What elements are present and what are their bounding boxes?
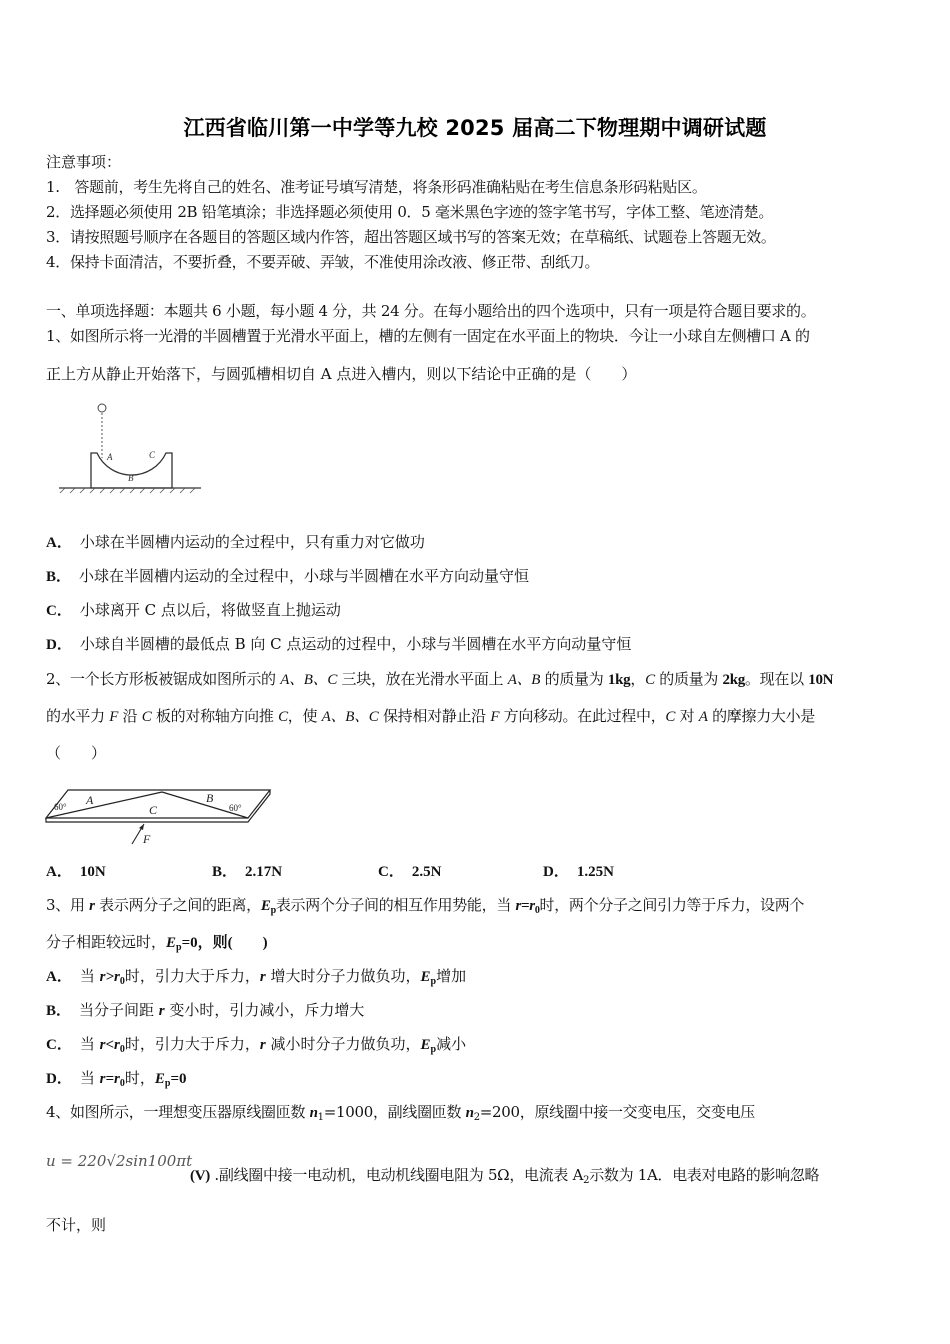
q2-option-d[interactable]: D． 1.25N — [543, 864, 614, 880]
q1-stem-text: 如图所示将一光滑的半圆槽置于光滑水平面上，槽的左侧有一固定在水平面上的物块．今让一小球自左侧槽口 A 的 — [69, 327, 810, 345]
page-title: 江西省临川第一中学等九校 2025 届高二下物理期中调研试题 — [183, 116, 767, 140]
q2-option-b[interactable]: B． 2.17N — [212, 864, 283, 880]
q3-stem-line1: 3、用 r 表示两分子之间的距离，$E_p$表示两个分子间的相互作用势能，当 $r=r_0$时，两个分子之间引力等于斥力，设两个 — [46, 896, 805, 916]
svg-text:60°: 60° — [54, 802, 67, 812]
label-A: A — [107, 452, 113, 462]
q2-option-a[interactable]: A． 10N — [46, 864, 106, 880]
q2-option-c[interactable]: C． 2.5N — [378, 864, 442, 880]
q4-stem-line3: 不计，则 — [46, 1216, 107, 1234]
q2-stem-line3: （ ） — [46, 744, 107, 762]
notice-item-4: 4．保持卡面清洁，不要折叠，不要弄破、弄皱，不准使用涂改液、修正带、刮纸刀。 — [46, 253, 600, 271]
label-B: B — [128, 473, 134, 483]
label-B: B — [206, 791, 214, 805]
q3-option-b[interactable]: B． 当分子间距 r 变小时，引力减小，斥力增大 — [46, 1001, 365, 1019]
q1-option-a[interactable]: A． 小球在半圆槽内运动的全过程中，只有重力对它做功 — [46, 533, 425, 551]
q4-stem-line2: (V) .副线圈中接一电动机，电动机线圈电阻为 5Ω，电流表 $A_2$示数为 1A．电表对电路的影响忽略 — [190, 1166, 820, 1186]
label-C: C — [149, 450, 156, 460]
label-C: C — [149, 803, 158, 817]
label-F: F — [143, 832, 151, 846]
q1-stem-line2: 正上方从静止开始落下，与圆弧槽相切自 A 点进入槽内，则以下结论中正确的是（ ） — [46, 365, 637, 383]
q4-stem-line1: 4、如图所示，一理想变压器原线圈匝数 $n_1=1000$，副线圈匝数 $n_2=200$，原线圈中接一交变电压，交变电压 — [46, 1103, 755, 1123]
q1-number: 1、 — [46, 327, 70, 345]
notice-item-1: 1. 答题前，考生先将自己的姓名、准考证号填写清楚，将条形码准确粘贴在考生信息条形码粘贴区。 — [46, 178, 707, 196]
q1-option-c[interactable]: C． 小球离开 C 点以后，将做竖直上抛运动 — [46, 601, 341, 619]
q2-sawn-board-figure — [44, 780, 276, 848]
notice-heading: 注意事项： — [46, 153, 122, 171]
q3-option-c[interactable]: C． 当 $r<r_0$时，引力大于斥力，r 减小时分子力做负功，$E_p$减小 — [46, 1035, 467, 1055]
q1-stem-line1 — [46, 326, 810, 346]
q1-semicircular-groove-figure — [55, 398, 205, 494]
q1-option-b[interactable]: B． 小球在半圆槽内运动的全过程中，小球与半圆槽在水平方向动量守恒 — [46, 567, 530, 585]
q2-stem-line2: 的水平力 F 沿 C 板的对称轴方向推 C，使 A、B、C 保持相对静止沿 F 方向移动。在此过程中，C 对 A 的摩擦力大小是 — [46, 707, 815, 725]
section-heading: 一、单项选择题：本题共 6 小题，每小题 4 分，共 24 分。在每小题给出的四个选项中，只有一项是符合题目要求的。 — [46, 302, 816, 320]
label-A: A — [86, 793, 94, 807]
q3-stem-line2: 分子相距较远时，$E_p=0$，则( ) — [46, 933, 268, 953]
svg-text:60°: 60° — [229, 803, 242, 813]
q3-option-d[interactable]: D． 当 $r=r_0$时，$E_p=0$ — [46, 1069, 187, 1089]
q2-stem-line1: 2、一个长方形板被锯成如图所示的 A、B、C 三块，放在光滑水平面上 A、B 的质量为 1kg，C 的质量为 2kg。现在以 10N — [46, 670, 834, 688]
notice-item-3: 3．请按照题号顺序在各题目的答题区域内作答，超出答题区域书写的答案无效；在草稿纸、试题卷上答题无效。 — [46, 228, 776, 246]
q3-option-a[interactable]: A． 当 $r>r_0$时，引力大于斥力，r 增大时分子力做负功，$E_p$增加 — [46, 967, 467, 987]
q4-voltage-formula: u = 220√2sin100πt — [46, 1152, 193, 1170]
q1-option-d[interactable]: D． 小球自半圆槽的最低点 B 向 C 点运动的过程中，小球与半圆槽在水平方向动量守恒 — [46, 635, 632, 653]
notice-item-2: 2．选择题必须使用 2B 铅笔填涂；非选择题必须使用 0．5 毫米黑色字迹的签字笔书写，字体工整、笔迹清楚。 — [46, 203, 774, 221]
